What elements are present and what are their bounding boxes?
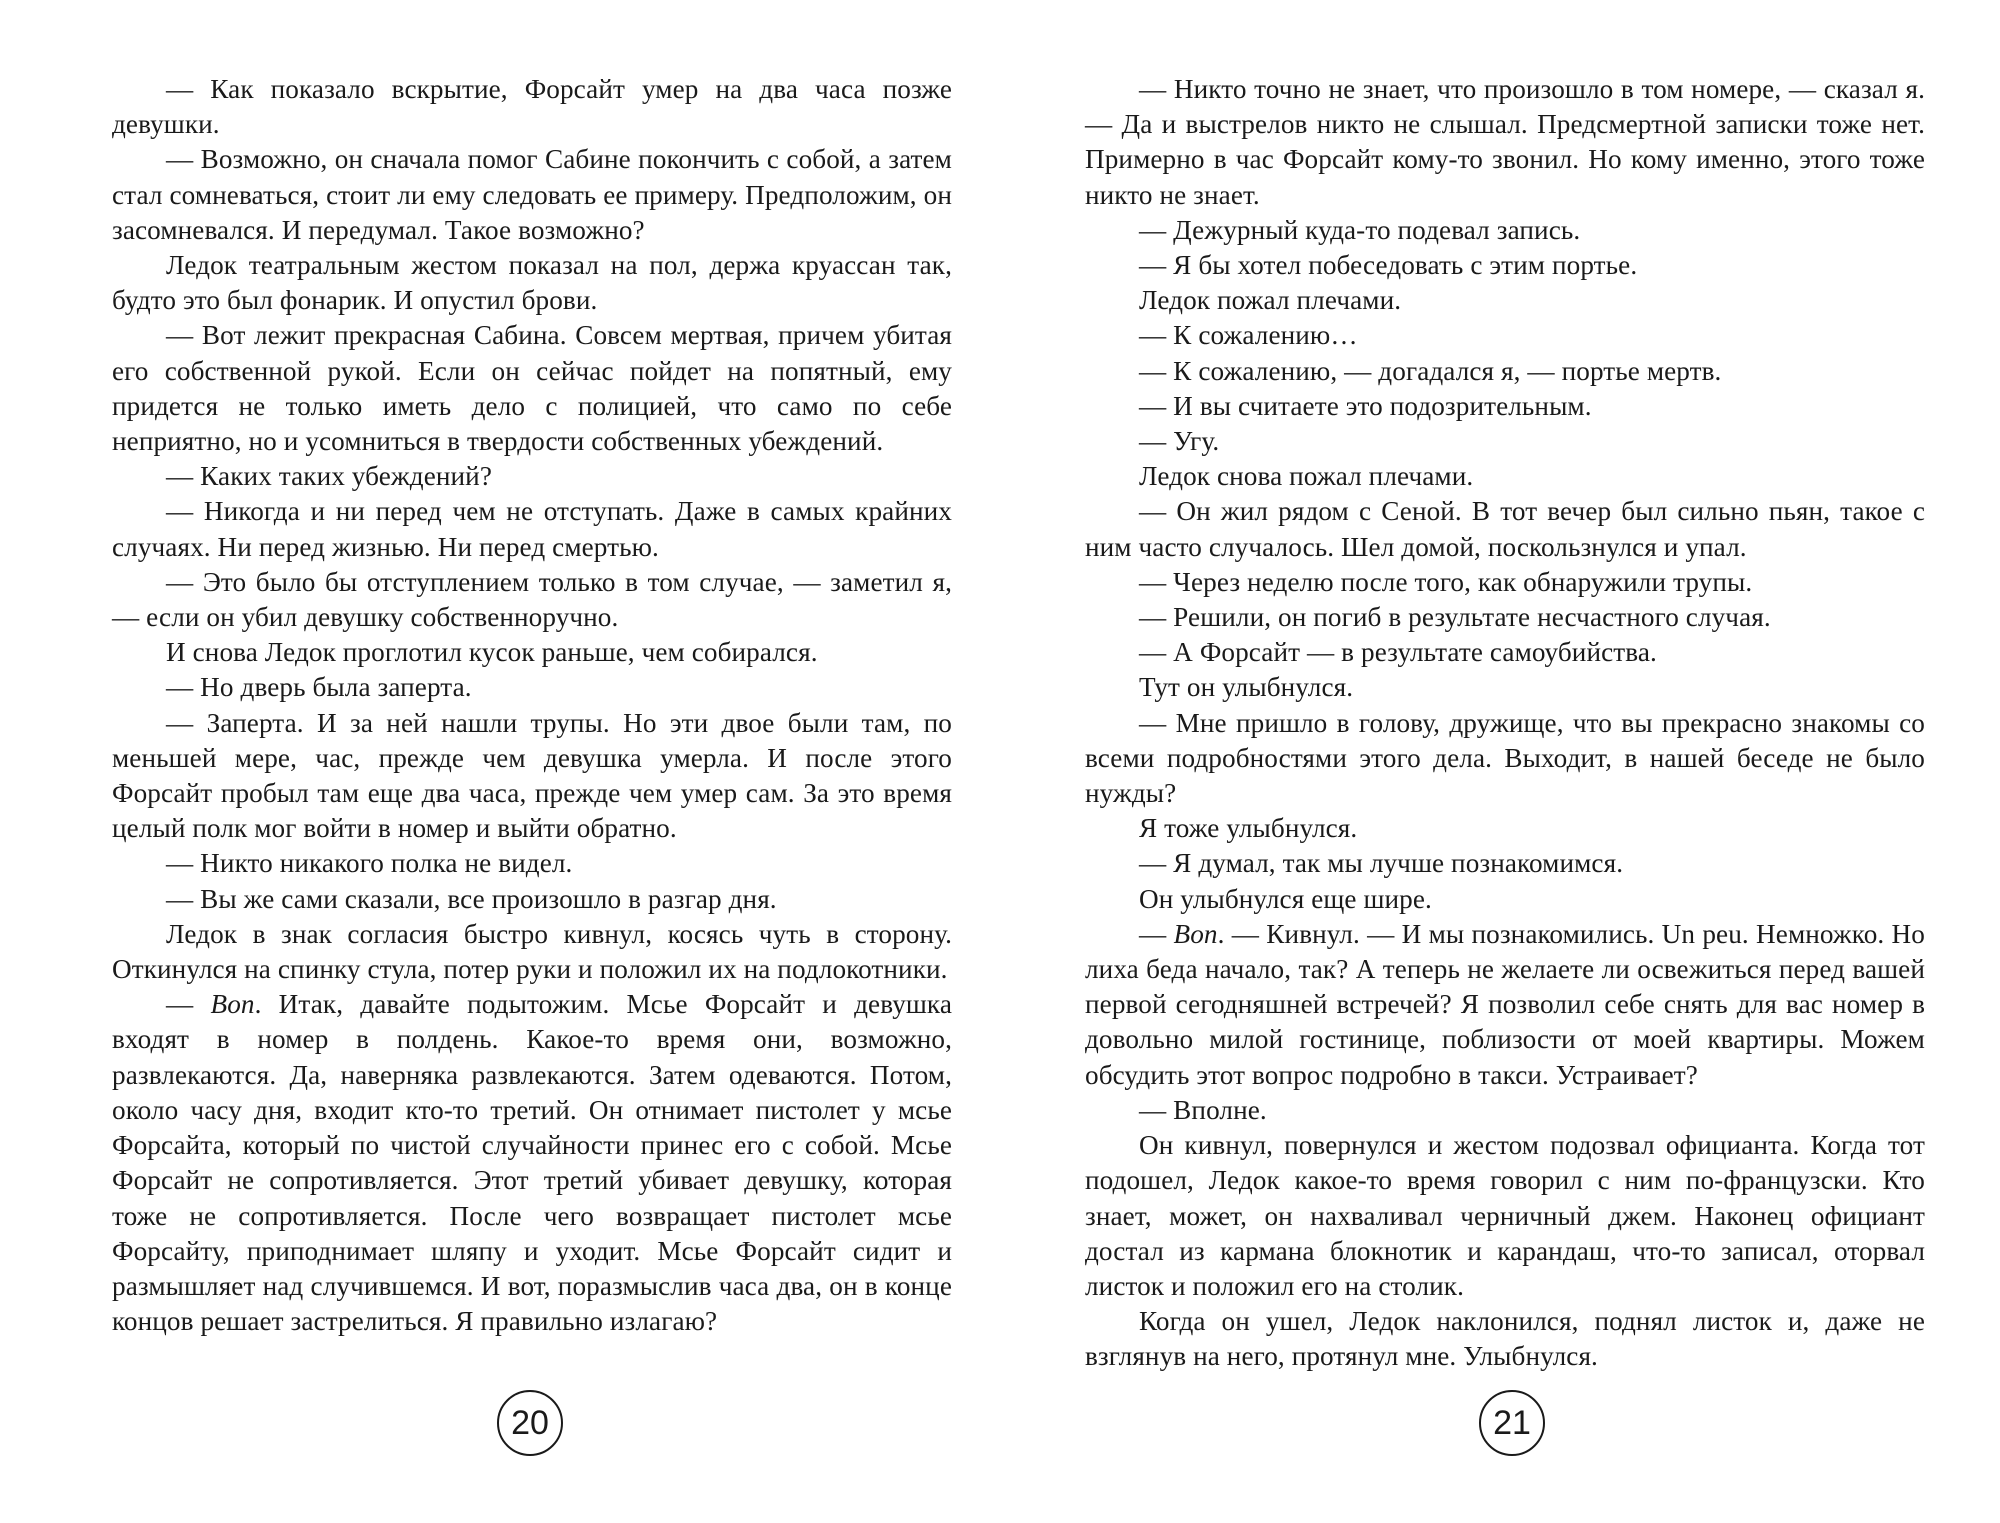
paragraph: — Заперта. И за ней нашли трупы. Но эти двое были там, по меньшей мере, час, прежде чем девушка умерла. И после этого Форсайт пробыл там еще два часа, прежде чем умер сам. За это время целый полк мог войти в номер и выйти обратно. xyxy=(112,707,952,844)
page-number-right: 21 xyxy=(1479,1390,1545,1456)
paragraph: — Как показало вскрытие, Форсайт умер на два часа позже девушки. xyxy=(112,74,952,140)
paragraph: — Вы же сами сказали, все произошло в разгар дня. xyxy=(166,883,777,914)
paragraph: Он кивнул, повернулся и жестом подозвал официанта. Когда тот подошел, Ледок какое-то время говорил с ним по-французски. Кто знает, может, он нахваливал черничный джем. Наконец официант достал из кармана блокнотик и карандаш, что-то записал, оторвал листок и положил его на столик. xyxy=(1085,1130,1925,1301)
paragraph-text: . — Кивнул. — И мы познакомились. Un peu. Немножко. Но лиха беда начало, так? А теперь не желаете ли освежиться перед вашей первой сегодняшней встречей? Я позволил себе снять для вас номер в довольно милой гостинице, поблизости от моей квартиры. Можем обсудить этот вопрос подробно в такси. Устраивает? xyxy=(1085,918,1925,1090)
paragraph: — Он жил рядом с Сеной. В тот вечер был сильно пьян, такое с ним часто случалось. Шел домой, поскользнулся и упал. xyxy=(1085,496,1925,562)
paragraph: — Каких таких убеждений? xyxy=(166,461,492,492)
paragraph: — Никогда и ни перед чем не отступать. Даже в самых крайних случаях. Ни перед жизнью. Ни перед смертью. xyxy=(112,496,952,562)
paragraph: — Дежурный куда-то подевал запись. xyxy=(1139,214,1581,245)
paragraph: Ледок театральным жестом показал на пол, держа круассан так, будто это был фонарик. И опустил брови. xyxy=(112,250,952,316)
paragraph: — К сожалению, — догадался я, — портье мертв. xyxy=(1139,355,1722,386)
paragraph-text: . Итак, давайте подытожим. Мсье Форсайт и девушка входят в номер в полдень. Какое-то время они, возможно, развлекаются. Да, наверняка развлекаются. Затем одеваются. Потом, около часу дня, входит кто-то третий. Он отнимает пистолет у мсье Форсайта, который по чистой случайности принес его с собой. Мсье Форсайт не сопротивляется. Этот третий убивает девушку, которая тоже не сопротивляется. После чего возвращает пистолет мсье Форсайту, приподнимает шляпу и уходит. Мсье Форсайт сидит и размышляет над случившемся. И вот, поразмыслив часа два, он в конце концов решает застрелиться. Я правильно излагаю? xyxy=(112,989,952,1337)
paragraph: — Вот лежит прекрасная Сабина. Совсем мертвая, причем убитая его собственной рукой. Если он сейчас пойдет на попятный, ему придется не только иметь дело с полицией, что само по себе неприятно, но и усомниться в твердости собственных убеждений. xyxy=(112,320,952,457)
paragraph: — Я бы хотел побеседовать с этим портье. xyxy=(1139,250,1638,281)
paragraph: — Я думал, так мы лучше познакомимся. xyxy=(1139,848,1624,879)
paragraph: — К сожалению… xyxy=(1139,320,1358,351)
paragraph: — Но дверь была заперта. xyxy=(166,672,472,703)
paragraph: Тут он улыбнулся. xyxy=(1139,672,1354,703)
italic-word: Bon xyxy=(210,989,255,1020)
paragraph: Он улыбнулся еще шире. xyxy=(1139,883,1432,914)
paragraph: — Возможно, он сначала помог Сабине покончить с собой, а затем стал сомневаться, стоит ли ему следовать ее примеру. Предположим, он засомневался. И передумал. Такое возможно? xyxy=(112,144,952,245)
paragraph: — Через неделю после того, как обнаружили трупы. xyxy=(1139,566,1753,597)
paragraph: Я тоже улыбнулся. xyxy=(1139,813,1358,844)
paragraph: — Это было бы отступлением только в том случае, — заметил я, — если он убил девушку собственноручно. xyxy=(112,566,952,633)
right-page xyxy=(1085,72,1925,1375)
paragraph: — И вы считаете это подозрительным. xyxy=(1139,390,1592,421)
paragraph: — Решили, он погиб в результате несчастного случая. xyxy=(1139,602,1771,633)
paragraph: И снова Ледок проглотил кусок раньше, чем собирался. xyxy=(166,637,818,668)
paragraph: — А Форсайт — в результате самоубийства. xyxy=(1139,637,1657,668)
paragraph-bon: — Bon. — Кивнул. — И мы познакомились. Un peu. Немножко. Но лиха беда начало, так? А теперь не желаете ли освежиться перед вашей первой сегодняшней встречей? Я позволил себе снять для вас номер в довольно милой гостинице, поблизости от моей квартиры. Можем обсудить этот вопрос подробно в такси. Устраивает? xyxy=(1085,918,1925,1090)
paragraph: Ледок пожал плечами. xyxy=(1139,285,1402,316)
paragraph: Ледок снова пожал плечами. xyxy=(1139,461,1474,492)
paragraph: — Угу. xyxy=(1139,426,1220,457)
page-number-left: 20 xyxy=(497,1390,563,1456)
paragraph: — Вполне. xyxy=(1139,1094,1267,1125)
left-page xyxy=(112,72,952,1339)
paragraph: — Никто точно не знает, что произошло в том номере, — сказал я. — Да и выстрелов никто не слышал. Предсмертной записки тоже нет. Примерно в час Форсайт кому-то звонил. Но кому именно, этого тоже никто не знает. xyxy=(1085,74,1925,210)
italic-word: Bon xyxy=(1173,918,1218,949)
paragraph: Ледок в знак согласия быстро кивнул, косясь чуть в сторону. Откинулся на спинку стула, потер руки и положил их на подлокотники. xyxy=(112,918,952,985)
paragraph-bon: — Bon. Итак, давайте подытожим. Мсье Форсайт и девушка входят в номер в полдень. Какое-то время они, возможно, развлекаются. Да, наверняка развлекаются. Затем одеваются. Потом, около часу дня, входит кто-то третий. Он отнимает пистолет у мсье Форсайта, который по чистой случайности принес его с собой. Мсье Форсайт не сопротивляется. Этот третий убивает девушку, которая тоже не сопротивляется. После чего возвращает пистолет мсье Форсайту, приподнимает шляпу и уходит. Мсье Форсайт сидит и размышляет над случившемся. И вот, поразмыслив часа два, он в конце концов решает застрелиться. Я правильно излагаю? xyxy=(112,989,952,1337)
paragraph: Когда он ушел, Ледок наклонился, поднял листок и, даже не взглянув на него, протянул мне. Улыбнулся. xyxy=(1085,1306,1925,1372)
paragraph: — Мне пришло в голову, дружище, что вы прекрасно знакомы со всеми подробностями этого дела. Выходит, в нашей беседе не было нужды? xyxy=(1085,707,1925,809)
paragraph: — Никто никакого полка не видел. xyxy=(166,848,573,879)
